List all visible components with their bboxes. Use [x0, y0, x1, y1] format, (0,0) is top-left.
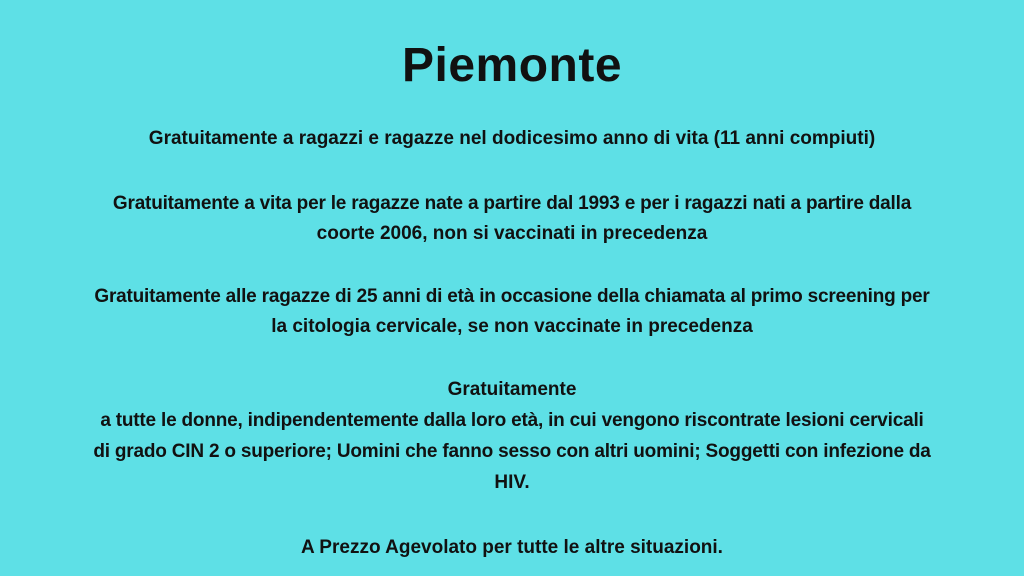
- paragraph-all-women-line-2: di grado CIN 2 o superiore; Uomini che fanno sesso con altri uomini; Soggetti con infezione da: [93, 441, 931, 462]
- paragraph-born-1993-line-1: Gratuitamente a vita per le ragazze nate a partire dal 1993 e per i ragazzi nati a partire dalla: [112, 193, 912, 214]
- paragraph-age-25-line-1: Gratuitamente alle ragazze di 25 anni di età in occasione della chiamata al primo screening per: [94, 286, 930, 307]
- paragraph-all-women-line-3: HIV.: [494, 472, 530, 493]
- paragraph-all-women-heading: Gratuitamente: [447, 379, 577, 400]
- slide-title: Piemonte: [401, 39, 623, 92]
- paragraph-born-1993-line-2: coorte 2006, non si vaccinati in precedenza: [316, 223, 708, 244]
- paragraph-all-women-line-1: a tutte le donne, indipendentemente dalla loro età, in cui vengono riscontrate lesioni cervicali: [100, 410, 924, 431]
- paragraph-eleven-year-olds: Gratuitamente a ragazzi e ragazze nel dodicesimo anno di vita (11 anni compiuti): [148, 128, 876, 149]
- paragraph-age-25-line-2: la citologia cervicale, se non vaccinate in precedenza: [271, 316, 753, 337]
- paragraph-reduced-price: A Prezzo Agevolato per tutte le altre situazioni.: [301, 537, 723, 558]
